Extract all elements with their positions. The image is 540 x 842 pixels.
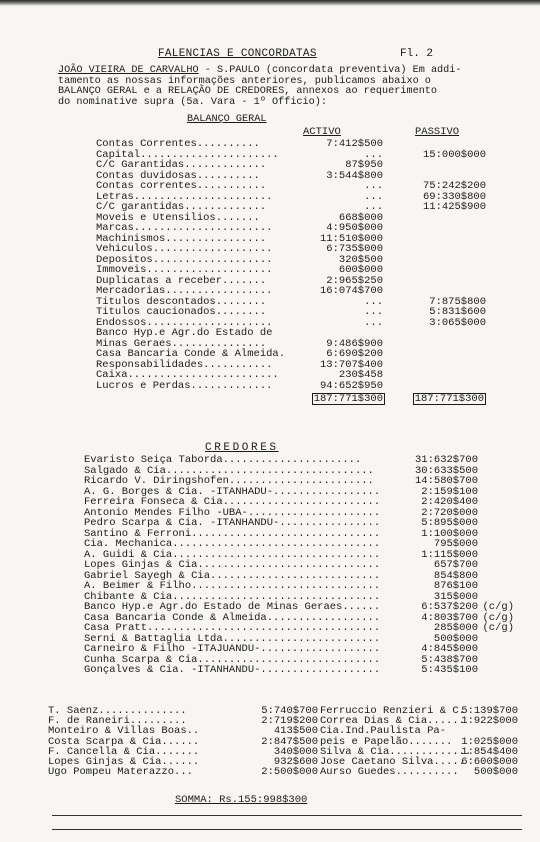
bottom-rule bbox=[52, 815, 522, 816]
activo-value: 7:412$500 bbox=[326, 138, 383, 150]
credor-name: Lopes Ginjas & Cia............................. bbox=[84, 559, 381, 572]
credor-name-left: F. de Raneiri......... bbox=[48, 715, 187, 728]
total-activo: 187:771$300 bbox=[313, 393, 383, 406]
credor-value-right: 1:922$000 bbox=[461, 715, 518, 728]
credor-value: 2:420$400 bbox=[421, 496, 478, 509]
balanco-label: Caixa........................ bbox=[96, 369, 279, 382]
credor-name-right: Silva & Cia............. bbox=[320, 745, 472, 758]
activo-value: ... bbox=[364, 190, 383, 203]
credor-name: Banco Hyp.e Agr.do Estado de Minas Geraes...... bbox=[84, 601, 381, 614]
passivo-value: 7:875$800 bbox=[429, 295, 486, 308]
credor-value: 795$000 bbox=[433, 538, 478, 551]
balanco-table bbox=[96, 139, 516, 405]
activo-value: ... bbox=[364, 148, 383, 161]
credor-name: Ferreira Fonseca & Cia......................... bbox=[84, 496, 381, 509]
credor-value: 30:633$500 bbox=[414, 464, 478, 477]
credor-name: Gabriel Sayegh & Cia........................... bbox=[84, 569, 381, 582]
credor-name: Ricardo V. Diringshofen....................... bbox=[84, 475, 374, 488]
intro-line-3: BALANÇO GERAL e a RELAÇÃO DE CREDORES, annexos ao requerimento bbox=[58, 86, 438, 97]
balanco-label: Duplicatas a receber....... bbox=[96, 274, 267, 287]
party-name: JOÃO VIEIRA DE CARVALHO bbox=[58, 65, 199, 76]
activo-value: 320$500 bbox=[338, 253, 383, 266]
balanco-label: Immoveis.................... bbox=[96, 264, 273, 277]
credor-value-left: 413$500 bbox=[273, 725, 318, 738]
activo-value: 6:735$000 bbox=[326, 243, 383, 256]
balanco-title: BALANÇO GERAL bbox=[187, 114, 267, 125]
credor-name: Evaristo Seiça Taborda...................... bbox=[84, 454, 362, 466]
credor-value-right: 6:600$000 bbox=[461, 755, 518, 768]
balanco-row bbox=[96, 160, 516, 171]
credor-value: 657$700 bbox=[433, 559, 478, 572]
credor-name: Santino & Ferroni.............................. bbox=[84, 527, 381, 540]
activo-value: 668$000 bbox=[338, 211, 383, 224]
intro-line-1-text: - S.PAULO (concordata preventiva) Em addi- bbox=[198, 65, 462, 76]
passivo-value: 69:330$800 bbox=[422, 190, 486, 203]
credor-value: 1:115$000 bbox=[421, 548, 478, 561]
balanco-label: Contas correntes........... bbox=[96, 180, 267, 193]
passivo-value: 5:831$600 bbox=[429, 306, 486, 319]
balanco-label: Marcas...................... bbox=[96, 222, 273, 235]
activo-value: 94:652$950 bbox=[319, 379, 383, 392]
credor-name: Cia. Mechanica................................. bbox=[84, 538, 381, 551]
credor-name-left: T. Saenz.............. bbox=[48, 705, 187, 717]
activo-value: ... bbox=[364, 180, 383, 193]
activo-value: 13:707$400 bbox=[319, 358, 383, 371]
balanco-label: Contas Correntes.......... bbox=[96, 138, 260, 150]
balanco-label: Contas duvidosas.......... bbox=[96, 169, 260, 182]
credor-name-right: peis e Papelão....... bbox=[320, 735, 453, 748]
balanco-label: Depositos................... bbox=[96, 253, 273, 266]
credor-value: 4:845$000 bbox=[421, 643, 478, 656]
credor-row bbox=[84, 455, 514, 466]
credor-name: Casa Pratt..................................... bbox=[84, 622, 381, 635]
balanco-row bbox=[96, 139, 516, 150]
intro-line-4: do nominative supra (5a. Vara - 1º Officio): bbox=[58, 96, 327, 108]
credor-value: 285$000 bbox=[433, 622, 478, 635]
credor-note: (c/g) bbox=[482, 601, 514, 614]
credor-name-left: Costa Scarpa & Cia...... bbox=[48, 735, 200, 748]
credor-value: 876$100 bbox=[433, 580, 478, 593]
credor-row bbox=[84, 497, 514, 508]
credores-two-column-list bbox=[48, 706, 518, 777]
balanco-label: Mercadorias................. bbox=[96, 285, 273, 298]
activo-value: 3:544$800 bbox=[326, 169, 383, 182]
balanco-label: Lucros e Perdas............. bbox=[96, 379, 273, 392]
credor-name: Gonçalves & Cia. -ITANHANDU-................... bbox=[84, 664, 381, 677]
credor-name-left: F. Cancella & Cia....... bbox=[48, 745, 200, 758]
credor-value-right: 1:025$000 bbox=[461, 735, 518, 748]
credor-value: 5:895$000 bbox=[421, 517, 478, 530]
credor-value: 2:720$000 bbox=[421, 506, 478, 519]
credor-row bbox=[84, 476, 514, 487]
intro-line-2: tamento as nossas informações anteriores, publicamos abaixo o bbox=[58, 75, 431, 87]
balanco-row bbox=[96, 381, 516, 392]
activo-value: 2:965$250 bbox=[326, 274, 383, 287]
activo-value: 4:950$000 bbox=[326, 222, 383, 235]
credor-name: Pedro Scarpa & Cia. -ITANHANDU-................ bbox=[84, 517, 381, 530]
credor-value-left: 932$600 bbox=[273, 755, 318, 768]
activo-value: ... bbox=[364, 295, 383, 308]
passivo-value: 11:425$900 bbox=[422, 201, 486, 214]
activo-value: 6:690$200 bbox=[326, 348, 383, 361]
balanco-label: Responsabilidades........... bbox=[96, 358, 273, 371]
credor-note: (c/g) bbox=[482, 611, 514, 624]
credor-name-left: Ugo Pompeu Materazzo... bbox=[48, 766, 193, 779]
credor-value-right: 5:139$700 bbox=[461, 705, 518, 717]
credor-value: 1:100$000 bbox=[421, 527, 478, 540]
credor-name: Chibante & Cia................................. bbox=[84, 590, 381, 603]
passivo-value: 75:242$200 bbox=[422, 180, 486, 193]
credor-value-left: 2:500$000 bbox=[261, 766, 318, 779]
balanco-label: Titulos descontados........ bbox=[96, 295, 267, 308]
credor-value: 5:438$700 bbox=[421, 653, 478, 666]
balanco-label: Moveis e Utensilios....... bbox=[96, 211, 260, 224]
credor-value-left: 5:740$700 bbox=[261, 705, 318, 717]
passivo-value: 15:000$000 bbox=[422, 148, 486, 161]
activo-value: 230$458 bbox=[338, 369, 383, 382]
credores-title: CREDORES bbox=[205, 442, 279, 454]
credor-value: 500$000 bbox=[433, 632, 478, 645]
activo-value: ... bbox=[364, 306, 383, 319]
credor-name: Antonio Mendes Filho -UBA-..................... bbox=[84, 506, 381, 519]
credor-pair-row bbox=[48, 767, 518, 777]
credor-value-left: 340$000 bbox=[273, 745, 318, 758]
credor-name-right: Correa Dias & Cia...... bbox=[320, 715, 465, 728]
balanco-label: Vehiculos................... bbox=[96, 243, 273, 256]
activo-value: 16:074$700 bbox=[319, 285, 383, 298]
page-header bbox=[0, 48, 540, 62]
balanco-label: Capital...................... bbox=[96, 148, 279, 161]
credor-value: 2:159$100 bbox=[421, 485, 478, 498]
passivo-value: 3:065$000 bbox=[429, 316, 486, 329]
balanco-totals bbox=[96, 393, 516, 405]
credor-value: 31:632$700 bbox=[414, 454, 478, 466]
bottom-rule-2 bbox=[52, 829, 522, 830]
balanco-label: Endossos.................... bbox=[96, 316, 273, 329]
credor-name-left: Lopes Ginjas & Cia...... bbox=[48, 755, 200, 768]
folio-number: Fl. 2 bbox=[400, 48, 434, 60]
credor-value-left: 2:847$500 bbox=[261, 735, 318, 748]
balanco-label: C/C Garantidas............. bbox=[96, 159, 267, 172]
credor-value: 4:803$700 bbox=[421, 611, 478, 624]
total-passivo: 187:771$300 bbox=[414, 393, 484, 406]
balanco-row bbox=[96, 181, 516, 192]
credor-name: Casa Bancaria Conde & Almeida.................. bbox=[84, 611, 381, 624]
intro-line-1 bbox=[58, 66, 498, 77]
soma-total: SOMMA: Rs.155:998$300 bbox=[175, 794, 308, 806]
balanco-label: C/C garantidas............. bbox=[96, 201, 267, 214]
credor-row bbox=[84, 665, 514, 676]
credor-name: Carneiro & Filho -ITAJUANDU-................... bbox=[84, 643, 381, 656]
credor-name-left: Monteiro & Villas Boas.. bbox=[48, 725, 200, 738]
credor-name: Salgado & Cia................................. bbox=[84, 464, 374, 477]
credor-name: A. Guidi & Cia................................. bbox=[84, 548, 381, 561]
credor-value: 5:435$100 bbox=[421, 664, 478, 677]
balanco-label: Machinismos................ bbox=[96, 232, 267, 245]
credor-value: 854$800 bbox=[433, 569, 478, 582]
credor-name-right: Jose Caetano Silva..... bbox=[320, 755, 465, 768]
intro-paragraph bbox=[58, 66, 498, 108]
credor-name: A. Beimer & Filho.............................. bbox=[84, 580, 381, 593]
activo-value: 600$000 bbox=[338, 264, 383, 277]
balanco-label: Casa Bancaria Conde & Almeida. bbox=[96, 348, 286, 361]
balanco-label: Minas Geraes............... bbox=[96, 337, 267, 350]
credor-value: 14:580$700 bbox=[414, 475, 478, 488]
activo-value: ... bbox=[364, 201, 383, 214]
activo-value: 9:486$900 bbox=[326, 337, 383, 350]
activo-value: 87$950 bbox=[345, 159, 383, 172]
credor-value: 315$000 bbox=[433, 590, 478, 603]
credor-value-right: 500$000 bbox=[473, 766, 518, 779]
credor-note: (c/g) bbox=[482, 622, 514, 635]
credor-name: A. G. Borges & Cia. -ITANHADU-................. bbox=[84, 485, 381, 498]
section-title: FALENCIAS E CONCORDATAS bbox=[158, 48, 317, 60]
credor-name-right: Cia.Ind.Paulista Pa- bbox=[320, 725, 447, 738]
credor-name: Cunha Scarpa & Cia............................. bbox=[84, 653, 381, 666]
credor-name-right: Ferruccio Renzieri & C. bbox=[320, 705, 465, 717]
activo-value: 11:510$000 bbox=[319, 232, 383, 245]
activo-value: ... bbox=[364, 316, 383, 329]
credor-name: Serni & Battaglia Ltda......................... bbox=[84, 632, 381, 645]
balanco-label: Letras...................... bbox=[96, 190, 273, 203]
credor-value: 6:537$200 bbox=[421, 601, 478, 614]
credor-name-right: Aurso Guedes.......... bbox=[320, 766, 459, 779]
balanco-label: Titulos caucionados........ bbox=[96, 306, 267, 319]
balanco-label: Banco Hyp.e Agr.do Estado de bbox=[96, 327, 273, 340]
passivo-column-header: PASSIVO bbox=[415, 126, 460, 138]
credor-value-left: 2:719$200 bbox=[261, 715, 318, 728]
credores-list bbox=[84, 455, 514, 676]
credor-value-right: 1:854$400 bbox=[461, 745, 518, 758]
activo-column-header: ACTIVO bbox=[303, 126, 341, 138]
